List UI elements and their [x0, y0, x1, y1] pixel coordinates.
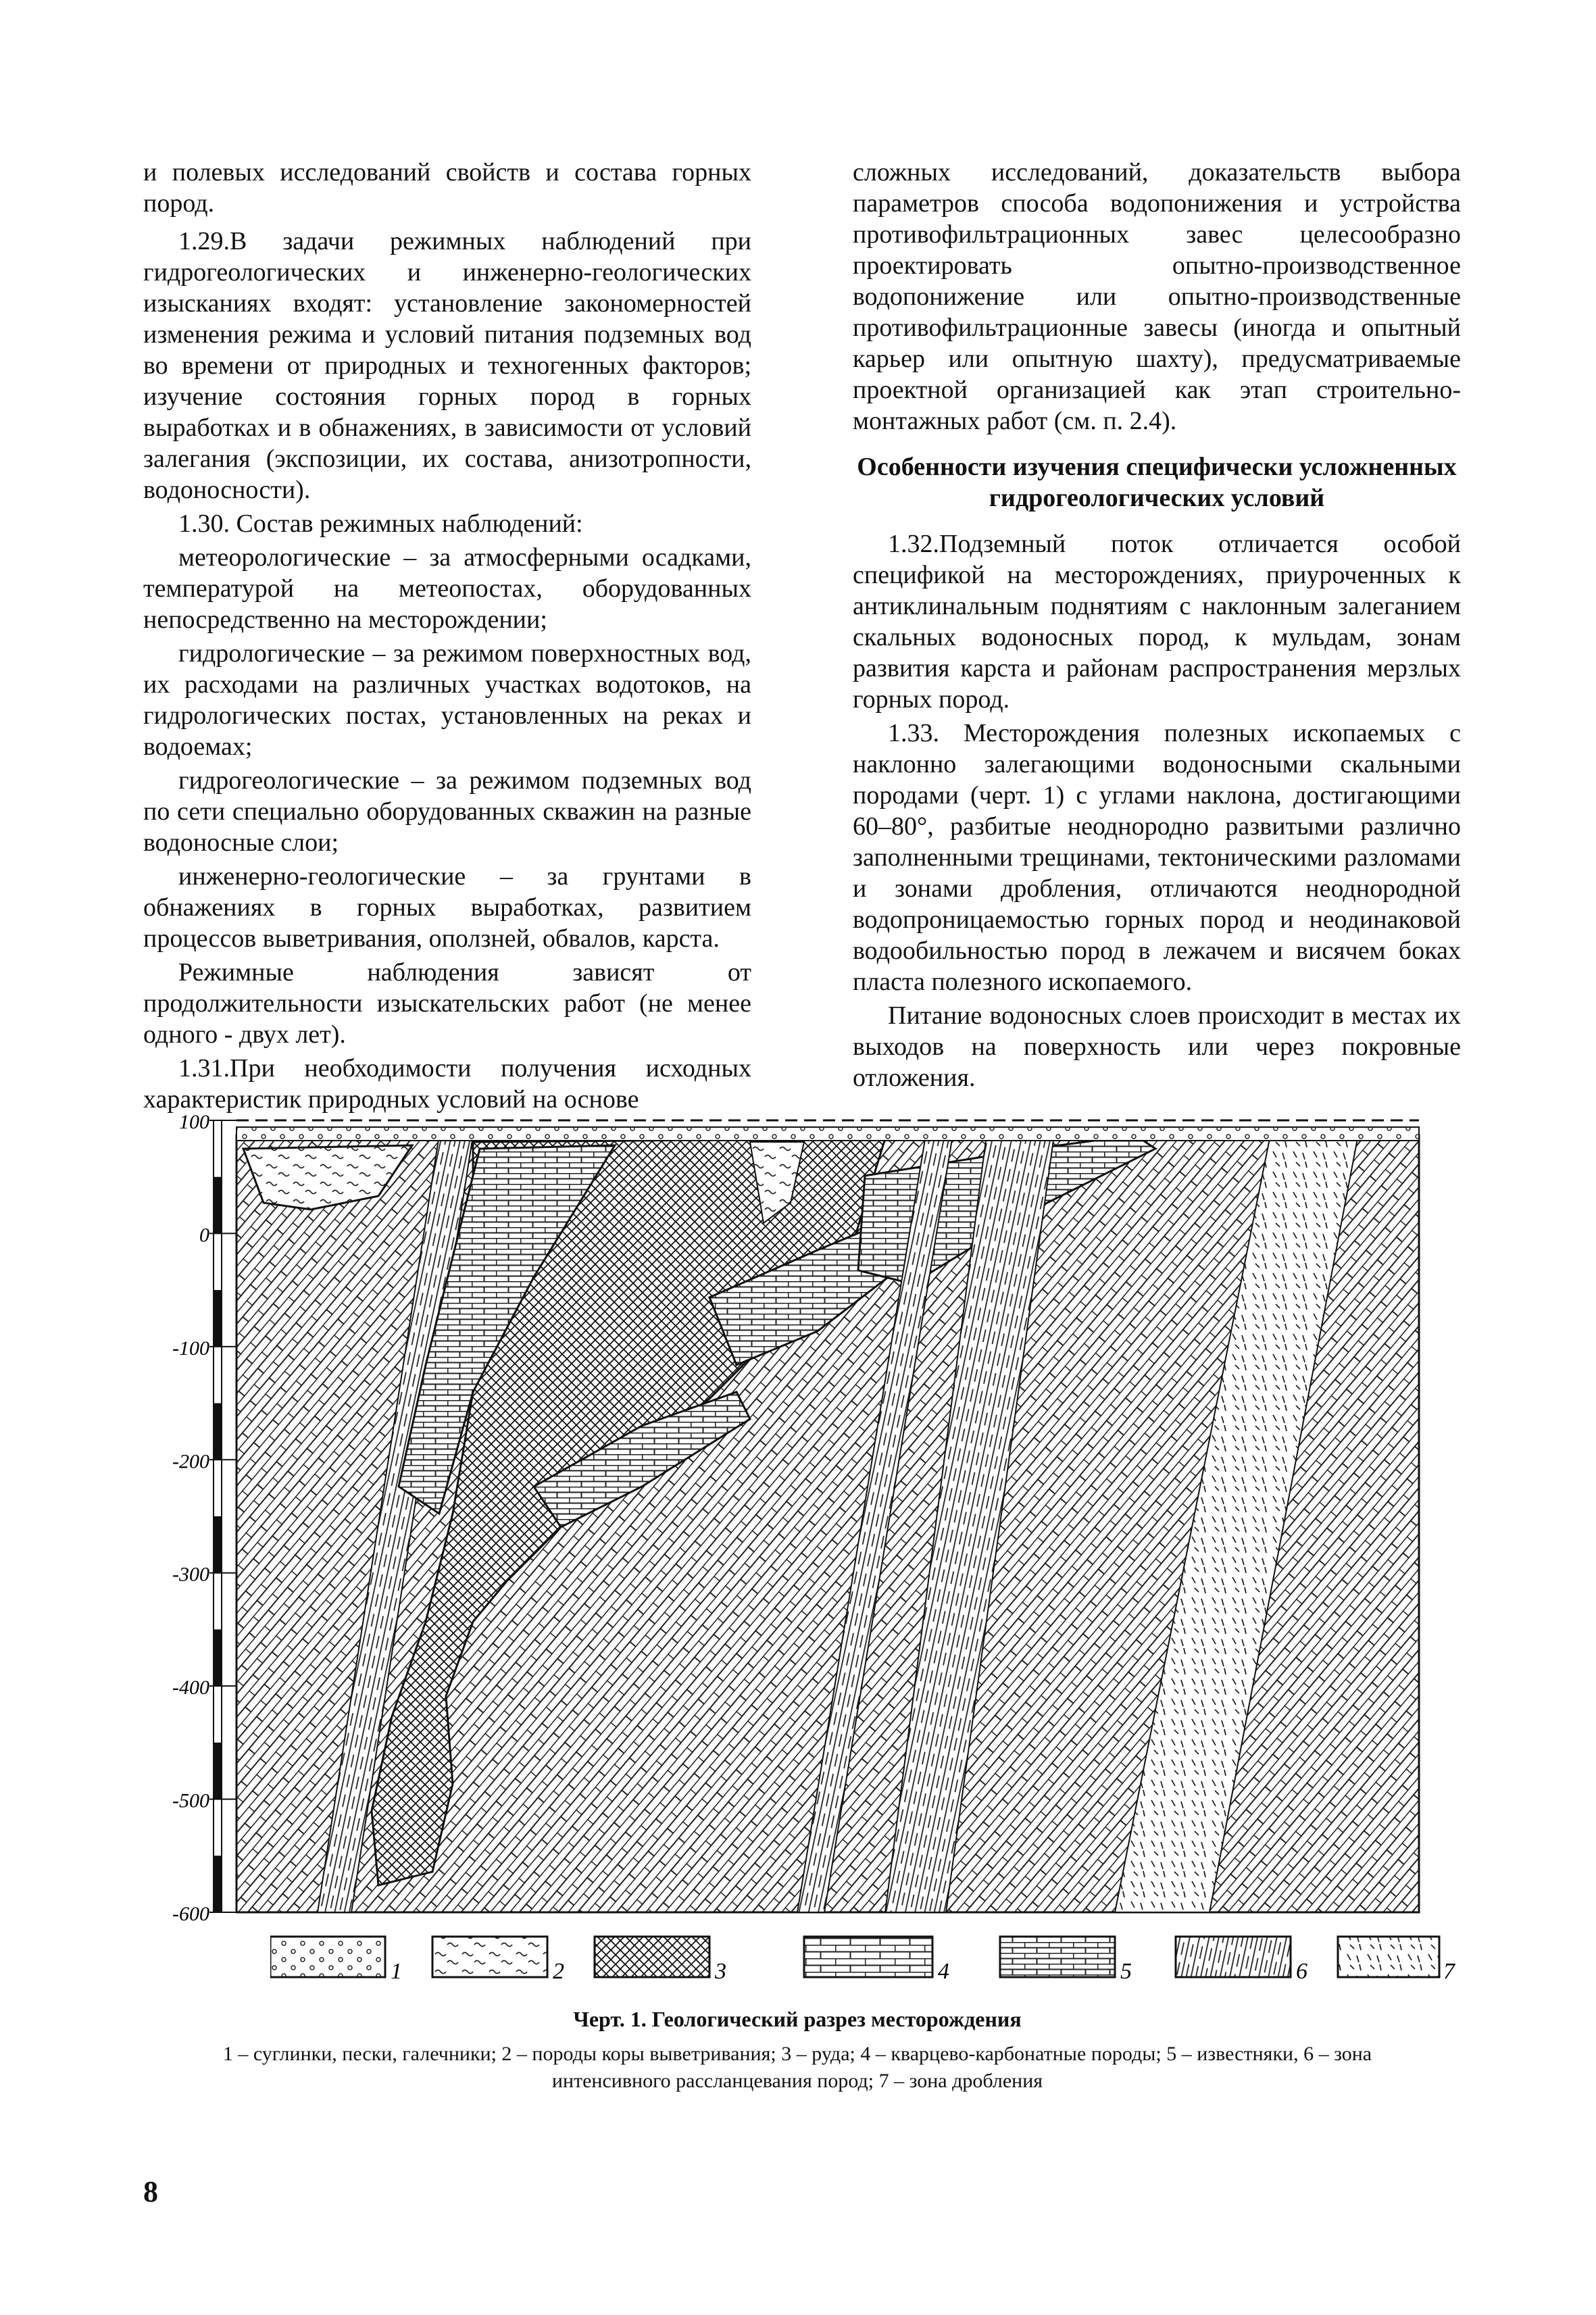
depth-tick-label: 100 — [179, 1111, 209, 1133]
legend-number-3: 3 — [715, 1959, 726, 1984]
figure-legend — [270, 1931, 1460, 1985]
depth-scale-segment — [214, 1516, 222, 1573]
right-text-column — [853, 157, 1461, 1096]
depth-scale — [172, 1111, 236, 1925]
legend-number-6: 6 — [1296, 1959, 1307, 1984]
legend-number-5: 5 — [1120, 1959, 1132, 1984]
page-number: 8 — [143, 2175, 158, 2208]
legend-swatch-6 — [1176, 1937, 1307, 1984]
legend-swatch-3 — [595, 1937, 726, 1984]
legend-number-1: 1 — [391, 1959, 402, 1984]
depth-tick-label: -300 — [172, 1563, 209, 1586]
legend-swatch-4 — [804, 1937, 949, 1984]
depth-tick-label: -200 — [172, 1450, 209, 1473]
meteorological-item: метеорологические – за атмосферными осадками, температурой на метеопостах, оборудованных непосредственно на месторождении; — [143, 543, 751, 634]
legend-number-4: 4 — [938, 1959, 949, 1984]
paragraph-1-29: 1.29.В задачи режимных наблюдений при гидрогеологических и инженерно-геологических изысканиях входят: установление закономерностей изменения режима и условий питания подземных вод во времени от природных и техногенных факторов; изучение состояния горных пород в горных выработках и в обнажениях, в зависимости от условий залегания (экспозиции, их состава, анизотропности, водоносности). — [143, 227, 751, 504]
depth-tick-label: -600 — [172, 1903, 209, 1925]
recharge-paragraph: Питание водоносных слоев происходит в местах их выходов на поверхность или через покровные отложения. — [853, 1001, 1461, 1092]
depth-scale-segment — [214, 1177, 222, 1234]
cover-deposits — [236, 1127, 1419, 1141]
left-paragraph-1: и полевых исследований свойств и состава горных пород. — [143, 158, 751, 218]
depth-scale-segment — [214, 1856, 222, 1912]
depth-scale-segment — [214, 1743, 222, 1799]
geological-section-figure — [155, 1108, 1460, 2047]
legend-swatch-2 — [432, 1937, 564, 1984]
hydrological-item: гидрологические – за режимом поверхностных вод, их расходами на различных участках водотоков, на гидрологических постах, установленных на реках и водоемах; — [143, 639, 751, 761]
depth-scale-segment — [214, 1629, 222, 1686]
figure-caption-title: Черт. 1. Геологический разрез месторождения — [573, 2007, 1022, 2031]
engineering-geological-item: инженерно-геологические – за грунтами в обнажениях в горных выработках, развитием процессов выветривания, оползней, обвалов, карста. — [143, 862, 751, 953]
depth-tick-label: 0 — [199, 1224, 209, 1247]
paragraph-1-31: 1.31.При необходимости получения исходных характеристик природных условий на основе — [143, 1054, 751, 1114]
legend-swatch-1 — [270, 1937, 402, 1984]
legend-number-2: 2 — [553, 1959, 564, 1984]
legend-swatch-5 — [1000, 1937, 1132, 1984]
paragraph-1-32: 1.32.Подземный поток отличается особой спецификой на месторождениях, приуроченных к антиклинальным поднятиям с наклонным залеганием скальных водоносных пород, к мульдам, зонам развития карста и районам распространения мерзлых горных пород. — [853, 530, 1461, 714]
paragraph-1-33: 1.33. Месторождения полезных ископаемых с наклонно залегающими водоносными скальными породами (черт. 1) с углами наклона, достигающими 60–80°, разбитые неоднородно развитыми различно заполненными трещинами, тектоническими разломами и зонами дробления, отличаются неоднородной водопроницаемостью горных пород и неодинаковой водообильностью пород в лежачем и висячем боках пласта полезного ископаемого. — [853, 719, 1461, 996]
figure-caption-legend: 1 – суглинки, пески, галечники; 2 – породы коры выветривания; 3 – руда; 4 – кварцево-карбонатные породы; 5 – известняки, 6 – зона интенсивного рассланцевания пород; 7 – зона дробления — [222, 2043, 1372, 2092]
left-text-column — [143, 157, 751, 1118]
paragraph-1-30: 1.30. Состав режимных наблюдений: — [178, 509, 583, 538]
depth-tick-label: -100 — [172, 1337, 209, 1360]
section-heading: Особенности изучения специфически усложненных гидрогеологических условий — [857, 453, 1457, 512]
right-paragraph-1: сложных исследований, доказательств выбора параметров способа водопонижения и устройства противофильтрационных завес целесообразно проектировать опытно-производственное водопонижение или опытно-производственные противофильтрационные завесы (иногда и опытный карьер или опытную шахту), предусматриваемые проектной организацией как этап строительно-монтажных работ (см. п. 2.4). — [853, 158, 1461, 435]
observation-duration-paragraph: Режимные наблюдения зависят от продолжительности изыскательских работ (не менее одного - двух лет). — [143, 958, 751, 1049]
legend-swatch-7 — [1338, 1937, 1456, 1984]
depth-tick-label: -400 — [172, 1676, 209, 1699]
depth-scale-segment — [214, 1403, 222, 1460]
legend-number-7: 7 — [1443, 1959, 1455, 1984]
hydrogeological-item: гидрогеологические – за режимом подземных вод по сети специально оборудованных скважин на разные водоносные слои; — [143, 766, 751, 857]
depth-tick-label: -500 — [172, 1789, 209, 1812]
depth-scale-segment — [214, 1290, 222, 1347]
